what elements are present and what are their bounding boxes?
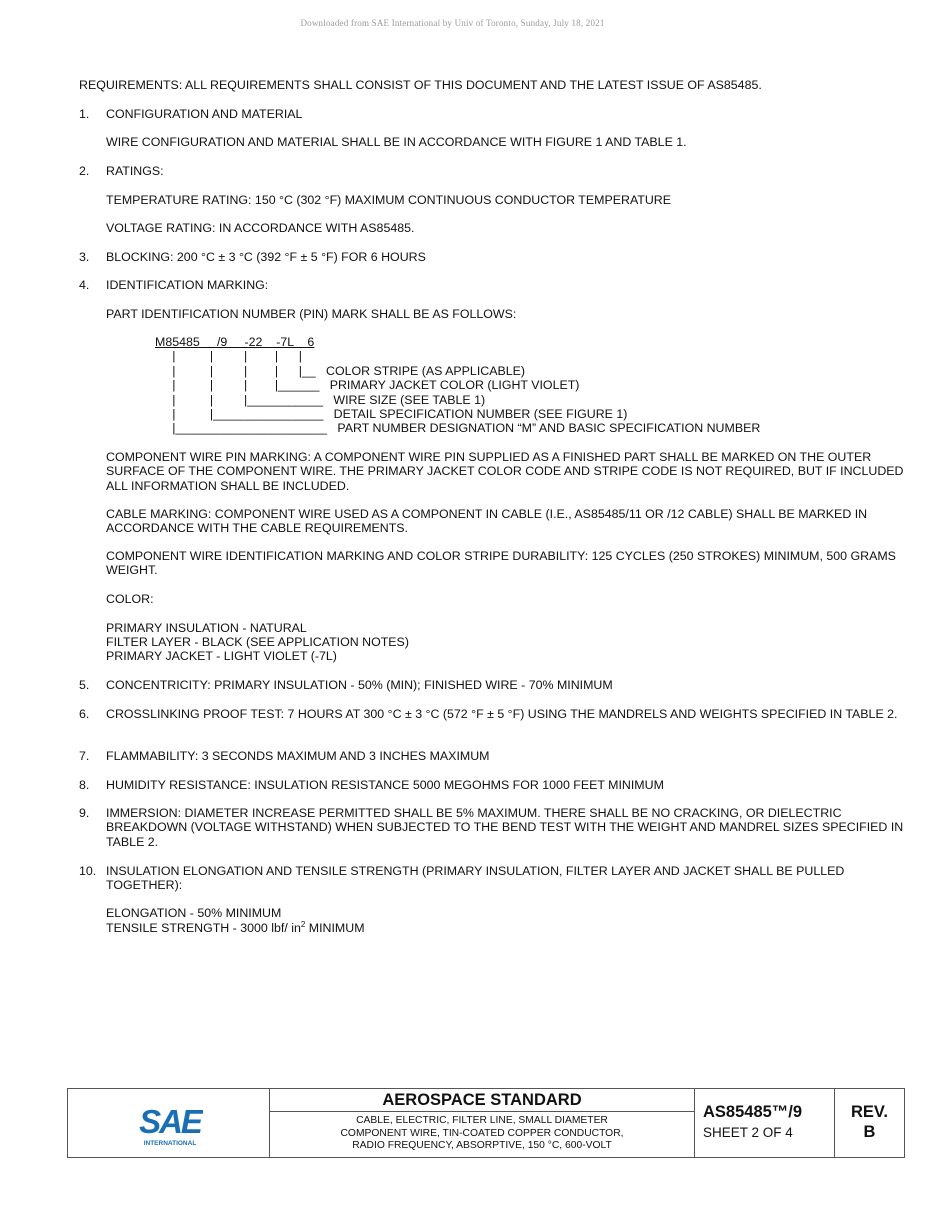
section-5-title: CONCENTRICITY: PRIMARY INSULATION - 50% (MIN); FINISHED WIRE - 70% MINIMUM: [106, 678, 613, 692]
pin-intro: PART IDENTIFICATION NUMBER (PIN) MARK SHALL BE AS FOLLOWS:: [106, 307, 517, 321]
tensile-strength-text: TENSILE STRENGTH - 3000 lbf/ in: [106, 921, 301, 935]
tensile-strength: [106, 921, 906, 935]
revision-label: REV.: [851, 1103, 888, 1121]
pin-line: | | |___________ WIRE SIZE (SEE TABLE 1): [155, 392, 486, 407]
color-primary-insulation: PRIMARY INSULATION - NATURAL: [106, 621, 307, 635]
section-6-title: CROSSLINKING PROOF TEST: 7 HOURS AT 300 °C ± 3 °C (572 °F ± 5 °F) USING THE MANDRELS AND WEIGHTS SPECIFIED IN TABLE 2.: [106, 707, 898, 721]
section-3-title: BLOCKING: 200 °C ± 3 °C (392 °F ± 5 °F) FOR 6 HOURS: [106, 250, 426, 264]
document-cell: [695, 1089, 835, 1157]
section-10-number: 10.: [79, 864, 97, 878]
logo-cell: [68, 1089, 270, 1157]
document-number: AS85485™/9: [703, 1103, 803, 1121]
title-cell: [270, 1089, 695, 1157]
voltage-rating: VOLTAGE RATING: IN ACCORDANCE WITH AS85485.: [106, 221, 415, 235]
color-primary-jacket: PRIMARY JACKET - LIGHT VIOLET (-7L): [106, 649, 337, 663]
section-8-number: 8.: [79, 778, 90, 792]
download-watermark: Downloaded from SAE International by Univ of Toronto, Sunday, July 18, 2021: [300, 18, 605, 28]
section-9-number: 9.: [79, 806, 90, 820]
logo-subtext: INTERNATIONAL: [143, 1140, 197, 1147]
section-1-text: WIRE CONFIGURATION AND MATERIAL SHALL BE IN ACCORDANCE WITH FIGURE 1 AND TABLE 1.: [106, 135, 687, 149]
section-3-number: 3.: [79, 250, 90, 264]
tensile-superscript: 2: [300, 919, 306, 929]
section-6-number: 6.: [79, 707, 90, 721]
elongation: ELONGATION - 50% MINIMUM: [106, 906, 282, 920]
section-4-number: 4.: [79, 278, 90, 292]
section-1-title: CONFIGURATION AND MATERIAL: [106, 107, 303, 121]
section-7-number: 7.: [79, 749, 90, 763]
section-5-number: 5.: [79, 678, 90, 692]
description-line: CABLE, ELECTRIC, FILTER LINE, SMALL DIAMETER: [356, 1115, 608, 1126]
title-block: [67, 1088, 905, 1158]
color-filter-layer: FILTER LAYER - BLACK (SEE APPLICATION NOTES): [106, 635, 409, 649]
standard-description: [270, 1112, 694, 1153]
section-2-title: RATINGS:: [106, 164, 164, 178]
section-8-title: HUMIDITY RESISTANCE: INSULATION RESISTANCE 5000 MEGOHMS FOR 1000 FEET MINIMUM: [106, 778, 664, 792]
section-7-title: FLAMMABILITY: 3 SECONDS MAXIMUM AND 3 INCHES MAXIMUM: [106, 749, 490, 763]
temperature-rating: TEMPERATURE RATING: 150 °C (302 °F) MAXIMUM CONTINUOUS CONDUCTOR TEMPERATURE: [106, 193, 672, 207]
description-line: COMPONENT WIRE, TIN-COATED COPPER CONDUCTOR,: [340, 1127, 624, 1139]
revision-cell: [835, 1089, 904, 1157]
pin-line: | | | |______ PRIMARY JACKET COLOR (LIGHT VIOLET): [155, 378, 580, 393]
description-line: RADIO FREQUENCY, ABSORPTIVE, 150 °C, 600-VOLT: [352, 1140, 612, 1152]
component-pin-marking: COMPONENT WIRE PIN MARKING: A COMPONENT WIRE PIN SUPPLIED AS A FINISHED PART SHALL BE MARKED ON THE OUTER SURFACE OF THE COMPONENT WIRE. THE PRIMARY JACKET COLOR CODE AND STRIPE CODE IS NOT REQUIRED, BUT IF INCLUDED ALL INFORMATION SHALL BE INCLUDED.: [106, 450, 904, 493]
section-1-number: 1.: [79, 107, 90, 121]
section-9-title: IMMERSION: DIAMETER INCREASE PERMITTED SHALL BE 5% MAXIMUM. THERE SHALL BE NO CRACKING, OR DIELECTRIC BREAKDOWN (VOLTAGE WITHSTAND) WHEN SUBJECTED TO THE BEND TEST WITH THE WEIGHT AND MANDREL SIZES SPECIFIED IN TABLE 2.: [106, 806, 904, 849]
section-2-number: 2.: [79, 164, 90, 178]
logo-text: SAE: [139, 1103, 201, 1140]
pin-line: | |________________ DETAIL SPECIFICATION NUMBER (SEE FIGURE 1): [155, 407, 628, 422]
standard-title: AEROSPACE STANDARD: [270, 1089, 694, 1112]
marking-durability: COMPONENT WIRE IDENTIFICATION MARKING AND COLOR STRIPE DURABILITY: 125 CYCLES (250 STROKES) MINIMUM, 500 GRAMS WEIGHT.: [106, 549, 896, 578]
pin-line: | | | | |: [155, 349, 302, 364]
pin-line: | | | | |__ COLOR STRIPE (AS APPLICABLE): [155, 363, 526, 378]
requirements-statement: REQUIREMENTS: ALL REQUIREMENTS SHALL CONSIST OF THIS DOCUMENT AND THE LATEST ISSUE OF AS85485.: [79, 78, 762, 92]
sheet-number: SHEET 2 OF 4: [703, 1125, 793, 1140]
tensile-strength-suffix: MINIMUM: [305, 921, 365, 935]
revision-value: B: [863, 1123, 876, 1141]
cable-marking: CABLE MARKING: COMPONENT WIRE USED AS A COMPONENT IN CABLE (I.E., AS85485/11 OR /12 CABLE) SHALL BE MARKED IN ACCORDANCE WITH THE CABLE REQUIREMENTS.: [106, 507, 868, 536]
section-10-title: INSULATION ELONGATION AND TENSILE STRENGTH (PRIMARY INSULATION, FILTER LAYER AND JACKET SHALL BE PULLED TOGETHER):: [106, 864, 845, 893]
pin-header: M85485 /9 -22 -7L 6: [155, 335, 315, 349]
pin-diagram: [155, 335, 760, 436]
sae-logo-icon: [137, 1101, 203, 1147]
section-4-title: IDENTIFICATION MARKING:: [106, 278, 269, 292]
color-label: COLOR:: [106, 592, 154, 606]
pin-line: |______________________ PART NUMBER DESIGNATION “M” AND BASIC SPECIFICATION NUMBER: [155, 421, 761, 436]
